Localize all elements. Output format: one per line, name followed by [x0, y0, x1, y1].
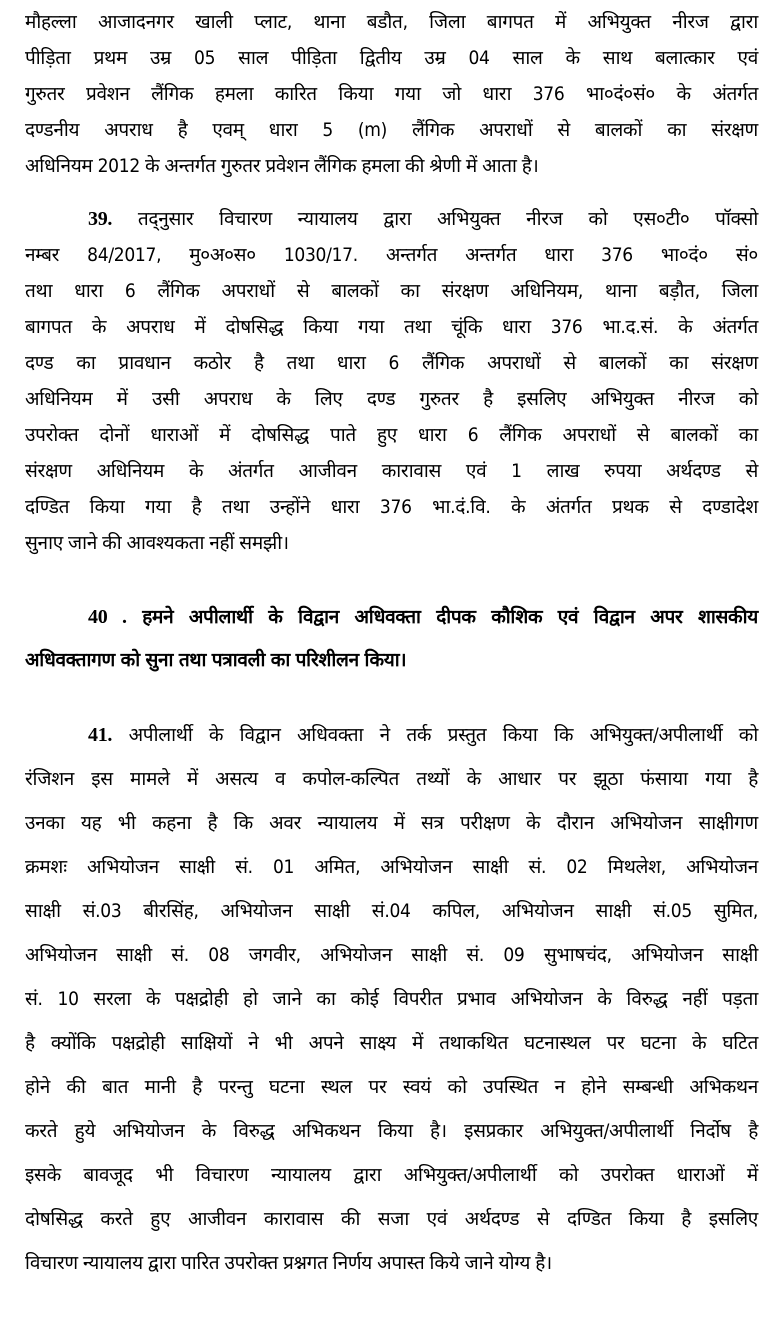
paragraph-line: है क्योंकि पक्षद्रोही साक्षियों ने भी अपने साक्ष्य में तथाकथित घटनास्थल पर घटना के घटित: [25, 1032, 758, 1054]
paragraph-line: विचारण न्यायालय द्वारा पारित उपरोक्त प्रश्नगत निर्णय अपास्त किये जाने योग्य है।: [25, 1252, 552, 1274]
paragraph-line-text: अपीलार्थी के विद्वान अधिवक्ता ने तर्क प्रस्तुत किया कि अभियुक्त/अपीलार्थी को: [128, 724, 758, 746]
paragraph-line: रंजिशन इस मामले में असत्य व कपोल-कल्पित तथ्यों के आधार पर झूठा फंसाया गया है: [25, 768, 758, 790]
paragraph-line: बागपत के अपराध में दोषसिद्ध किया गया तथा चूंकि धारा 376 भा.द.सं. के अंतर्गत: [25, 316, 758, 338]
paragraph-line: पीड़िता प्रथम उम्र 05 साल पीड़िता द्वितीय उम्र 04 साल के साथ बलात्कार एवं: [25, 47, 758, 69]
paragraph-line: अभियोजन साक्षी सं. 08 जगवीर, अभियोजन साक्षी सं. 09 सुभाषचंद, अभियोजन साक्षी: [25, 944, 758, 966]
paragraph-line: अधिनियम 2012 के अन्तर्गत गुरुतर प्रवेशन लैंगिक हमला की श्रेणी में आता है।: [25, 155, 539, 177]
paragraph-line-text: तद्नुसार विचारण न्यायालय द्वारा अभियुक्त नीरज को एस०टी० पॉक्सो: [137, 208, 758, 230]
paragraph-line: सुनाए जाने की आवश्यकता नहीं समझी।: [25, 532, 289, 554]
paragraph-line: अधिनियम में उसी अपराध के लिए दण्ड गुरुतर है इसलिए अभियुक्त नीरज को: [25, 388, 758, 410]
paragraph-line: सं. 10 सरला के पक्षद्रोही हो जाने का कोई विपरीत प्रभाव अभियोजन के विरुद्ध नहीं पड़ता: [25, 988, 758, 1010]
paragraph-line: तथा धारा 6 लैंगिक अपराधों से बालकों का संरक्षण अधिनियम, थाना बड़ौत, जिला: [25, 280, 758, 302]
paragraph-line: साक्षी सं.03 बीरसिंह, अभियोजन साक्षी सं.04 कपिल, अभियोजन साक्षी सं.05 सुमित,: [25, 900, 758, 922]
paragraph-line: होने की बात मानी है परन्तु घटना स्थल पर स्वयं को उपस्थित न होने सम्बन्धी अभिकथन: [25, 1076, 758, 1098]
paragraph-line: नम्बर 84/2017, मु०अ०स० 1030/17. अन्तर्गत अन्तर्गत धारा 376 भा०दं० सं०: [25, 244, 758, 266]
paragraph-line: उनका यह भी कहना है कि अवर न्यायालय में सत्र परीक्षण के दौरान अभियोजन साक्षीगण: [25, 812, 758, 834]
paragraph-line: उपरोक्त दोनों धाराओं में दोषसिद्ध पाते हुए धारा 6 लैंगिक अपराधों से बालकों का: [25, 424, 758, 446]
paragraph-line: गुरुतर प्रवेशन लैंगिक हमला कारित किया गया जो धारा 376 भा०दं०सं० के अंतर्गत: [25, 83, 758, 105]
paragraph-line: अधिवक्तागण को सुना तथा पत्रावली का परिशीलन किया।: [25, 649, 407, 671]
paragraph-number: 39.: [88, 208, 113, 230]
paragraph-number: 41.: [88, 724, 113, 746]
paragraph-first-line: [88, 605, 758, 629]
paragraph-number: 40 .: [88, 606, 127, 628]
paragraph-line: मौहल्ला आजादनगर खाली प्लाट, थाना बडौत, जिला बागपत में अभियुक्त नीरज द्वारा: [25, 11, 758, 33]
paragraph-line: दण्ड का प्रावधान कठोर है तथा धारा 6 लैंगिक अपराधों से बालकों का संरक्षण: [25, 352, 758, 374]
paragraph-line: दण्डित किया गया है तथा उन्होंने धारा 376 भा.दं.वि. के अंतर्गत प्रथक से दण्डादेश: [25, 496, 758, 518]
paragraph-line: इसके बावजूद भी विचारण न्यायालय द्वारा अभियुक्त/अपीलार्थी को उपरोक्त धाराओं में: [25, 1164, 758, 1186]
paragraph-first-line: [88, 207, 758, 231]
paragraph-line: क्रमशः अभियोजन साक्षी सं. 01 अमित, अभियोजन साक्षी सं. 02 मिथलेश, अभियोजन: [25, 856, 758, 878]
paragraph-line: करते हुये अभियोजन के विरुद्ध अभिकथन किया है। इसप्रकार अभियुक्त/अपीलार्थी निर्दोष है: [25, 1120, 758, 1142]
paragraph-line: दोषसिद्ध करते हुए आजीवन कारावास की सजा एवं अर्थदण्ड से दण्डित किया है इसलिए: [25, 1208, 758, 1230]
paragraph-line: संरक्षण अधिनियम के अंतर्गत आजीवन कारावास एवं 1 लाख रुपया अर्थदण्ड से: [25, 460, 758, 482]
paragraph-line: दण्डनीय अपराध है एवम् धारा 5 (m) लैंगिक अपराधों से बालकों का संरक्षण: [25, 119, 758, 141]
paragraph-first-line: [88, 723, 758, 747]
paragraph-line-text: हमने अपीलार्थी के विद्वान अधिवक्ता दीपक कौशिक एवं विद्वान अपर शासकीय: [142, 606, 758, 628]
